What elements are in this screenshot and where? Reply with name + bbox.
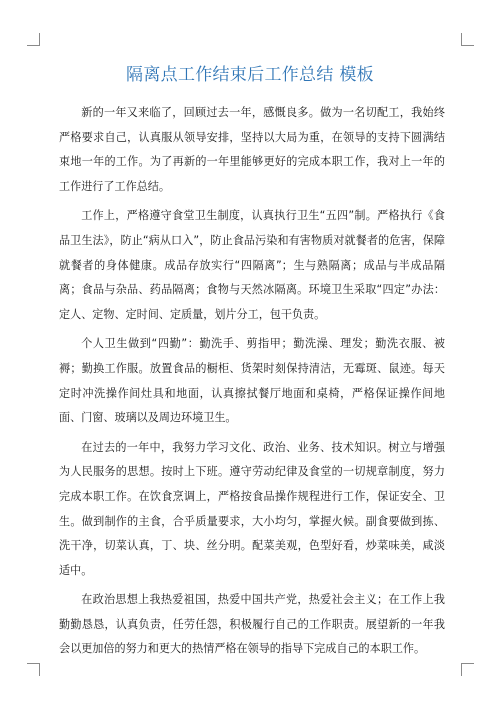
document-body — [59, 101, 445, 667]
crop-mark-top-left — [27, 33, 40, 46]
paragraph-5: 在政治思想上我热爱祖国，热爱中国共产党，热爱社会主义；在工作上我勤勤恳恳，认真负责，任劳任怨，积极履行自己的工作职责。展望新的一年我会以更加倍的努力和更大的热情严格在领导的指导下完成自己的本职工作。 — [59, 593, 445, 656]
document-title: 隔离点工作结束后工作总结 模板 — [126, 65, 374, 85]
paragraph-2: 工作上，严格遵守食堂卫生制度，认真执行卫生“五四”制。严格执行《食品卫生法》，防止“病从口入”，防止食品污染和有害物质对就餐者的危害，保障就餐者的身体健康。成品存放实行“四隔离”；生与熟隔离；成品与半成品隔离；食品与杂品、药品隔离；食物与天然冰隔离。环境卫生采取“四定”办法：定人、定物、定时间、定质量，划片分工，包干负责。 — [59, 209, 445, 321]
crop-mark-top-right — [461, 33, 474, 46]
paragraph-3: 个人卫生做到“四勤”：勤洗手、剪指甲；勤洗澡、理发；勤洗衣服、被褥；勤换工作服。放置食品的橱柜、货架时刻保持清洁，无霉斑、鼠迹。每天定时冲洗操作间灶具和地面，认真擦拭餐厅地面和桌椅，严格保证操作间地面、门窗、玻璃以及周边环境卫生。 — [59, 337, 445, 425]
paragraph-4: 在过去的一年中，我努力学习文化、政治、业务、技术知识。树立与增强为人民服务的思想。按时上下班。遵守劳动纪律及食堂的一切规章制度，努力完成本职工作。在饮食烹调上，严格按食品操作规程进行工作，保证安全、卫生。做到制作的主食，合乎质量要求，大小均匀，掌握火候。副食要做到拣、洗干净，切菜认真，丁、块、丝分明。配菜美观，色型好看，炒菜味美，咸淡适中。 — [59, 440, 445, 577]
paragraph-1: 新的一年又来临了，回顾过去一年，感慨良多。做为一名切配工，我始终严格要求自己，认真服从领导安排，坚持以大局为重，在领导的支持下圆满结束地一年的工作。为了再新的一年里能够更好的完成本职工作，我对上一年的工作进行了工作总结。 — [59, 106, 445, 193]
crop-mark-bottom-right — [461, 663, 474, 676]
crop-mark-bottom-left — [27, 663, 40, 676]
